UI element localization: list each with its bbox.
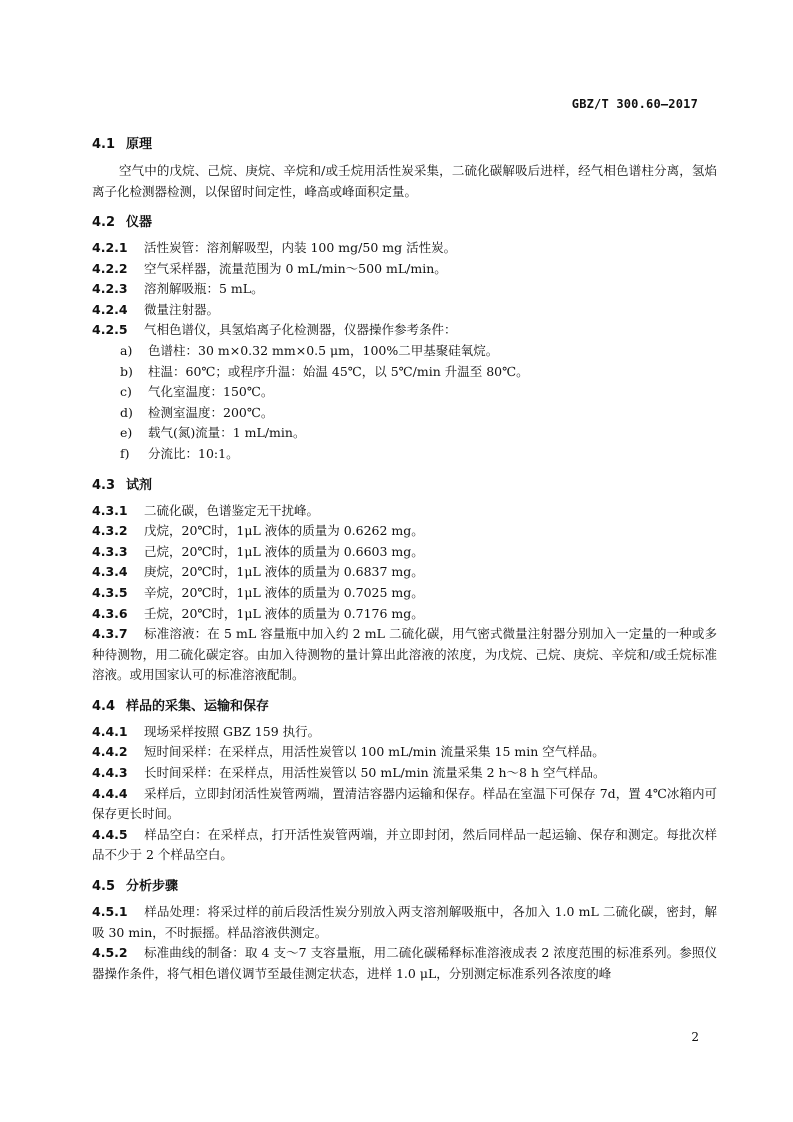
clause-number: 4.3.7 <box>92 626 128 642</box>
clause-item <box>92 300 717 321</box>
clause-item <box>92 902 717 943</box>
clause-text: 二硫化碳，色谱鉴定无干扰峰。 <box>144 502 320 518</box>
clause-item <box>92 583 717 604</box>
subitem-letter: f) <box>120 445 130 461</box>
clause-item <box>92 320 717 341</box>
section-number: 4.5 <box>92 879 116 895</box>
clause-item <box>92 562 717 583</box>
page-number: 2 <box>691 1030 699 1044</box>
clause-item <box>92 279 717 300</box>
list-subitem <box>92 423 717 444</box>
subitem-text: 柱温：60℃；或程序升温：始温 45℃，以 5℃/min 升温至 80℃。 <box>148 363 529 379</box>
clause-text: 采样后，立即封闭活性炭管两端，置清洁容器内运输和保存。样品在室温下可保存 7d，置 4℃冰箱内可保存更长时间。 <box>92 785 717 822</box>
clause-number: 4.2.5 <box>92 322 128 338</box>
section-number: 4.2 <box>92 215 116 230</box>
clause-number: 4.3.1 <box>92 502 128 518</box>
clause-number: 4.3.3 <box>92 543 128 559</box>
clause-number: 4.3.5 <box>92 584 128 600</box>
clause-text: 标准曲线的制备：取 4 支～7 支容量瓶，用二硫化碳稀释标准溶液成表 2 浓度范围的标准系列。参照仪器操作条件，将气相色谱仪调节至最佳测定状态，进样 1.0 μL，分别测定标准系列各浓度的峰 <box>92 945 717 981</box>
section-number: 4.3 <box>92 477 116 493</box>
clause-item <box>92 742 717 763</box>
clause-item <box>92 259 717 280</box>
clause-item <box>92 624 717 686</box>
section-heading <box>92 212 717 234</box>
clause-text: 微量注射器。 <box>144 301 220 317</box>
clause-number: 4.3.4 <box>92 564 128 580</box>
section-number: 4.4 <box>92 698 116 714</box>
clause-item <box>92 825 717 866</box>
section-heading <box>92 696 717 718</box>
clause-text: 辛烷，20℃时，1μL 液体的质量为 0.7025 mg。 <box>144 584 424 600</box>
clause-text: 气相色谱仪，具氢焰离子化检测器，仪器操作参考条件： <box>144 322 457 338</box>
section-title: 分析步骤 <box>126 879 179 895</box>
subitem-text: 气化室温度：150℃。 <box>148 384 274 400</box>
section-heading <box>92 876 717 898</box>
clause-text: 活性炭管：溶剂解吸型，内装 100 mg/50 mg 活性炭。 <box>144 240 457 255</box>
clause-number: 4.4.5 <box>92 826 128 842</box>
clause-text: 己烷，20℃时，1μL 液体的质量为 0.6603 mg。 <box>144 543 424 559</box>
list-subitem <box>92 362 717 383</box>
clause-number: 4.2.1 <box>92 240 128 255</box>
section-title: 仪器 <box>126 215 153 230</box>
subitem-text: 色谱柱：30 m×0.32 mm×0.5 μm，100%二甲基聚硅氧烷。 <box>148 342 499 358</box>
subitem-letter: b) <box>120 363 133 379</box>
clause-text: 样品空白：在采样点，打开活性炭管两端，并立即封闭，然后同样品一起运输、保存和测定。每批次样品不少于 2 个样品空白。 <box>92 826 717 863</box>
section-number: 4.1 <box>92 137 116 152</box>
clause-item <box>92 722 717 743</box>
clause-item <box>92 521 717 542</box>
clause-text: 标准溶液：在 5 mL 容量瓶中加入约 2 mL 二硫化碳，用气密式微量注射器分别加入一定量的一种或多种待测物，用二硫化碳定容。由加入待测物的量计算出此溶液的浓度，为戊烷、己烷、庚烷、辛烷和/或壬烷标准溶液。或用国家认可的标准溶液配制。 <box>92 626 717 683</box>
document-body <box>92 124 717 988</box>
clause-item <box>92 943 717 984</box>
clause-number: 4.4.2 <box>92 744 128 760</box>
clause-text: 样品处理：将采过样的前后段活性炭分别放入两支溶剂解吸瓶中，各加入 1.0 mL 二硫化碳，密封，解吸 30 min，不时振摇。样品溶液供测定。 <box>92 904 717 940</box>
clause-list <box>92 722 717 866</box>
subitem-text: 分流比：10:1。 <box>148 445 239 461</box>
section-heading <box>92 475 717 497</box>
subitem-letter: a) <box>120 342 133 358</box>
section-paragraph: 空气中的戊烷、己烷、庚烷、辛烷和/或壬烷用活性炭采集，二硫化碳解吸后进样，经气相色谱柱分离，氢焰离子化检测器检测，以保留时间定性，峰高或峰面积定量。 <box>92 163 717 199</box>
clause-item <box>92 784 717 825</box>
subitem-letter: c) <box>120 384 132 400</box>
clause-number: 4.4.4 <box>92 785 128 801</box>
section-title: 试剂 <box>126 477 153 493</box>
subitem-text: 载气(氮)流量：1 mL/min。 <box>148 425 306 441</box>
subitem-letter: d) <box>120 404 133 420</box>
clause-number: 4.5.1 <box>92 904 128 920</box>
clause-text: 戊烷，20℃时，1μL 液体的质量为 0.6262 mg。 <box>144 523 424 539</box>
clause-item <box>92 763 717 784</box>
list-subitem <box>92 444 717 465</box>
list-subitem <box>92 403 717 424</box>
clause-text: 短时间采样：在采样点，用活性炭管以 100 mL/min 流量采集 15 min 空气样品。 <box>144 744 605 760</box>
clause-text: 庚烷，20℃时，1μL 液体的质量为 0.6837 mg。 <box>144 564 424 580</box>
clause-item <box>92 501 717 522</box>
clause-text: 溶剂解吸瓶：5 mL。 <box>144 281 264 297</box>
list-subitem <box>92 382 717 403</box>
clause-item <box>92 542 717 563</box>
clause-number: 4.3.6 <box>92 605 128 621</box>
clause-number: 4.4.3 <box>92 765 128 781</box>
clause-list <box>92 902 717 984</box>
clause-item <box>92 238 717 259</box>
clause-item <box>92 604 717 625</box>
clause-text: 长时间采样：在采样点，用活性炭管以 50 mL/min 流量采集 2 h～8 h 空气样品。 <box>144 765 606 781</box>
section-title: 样品的采集、运输和保存 <box>126 698 270 714</box>
section-heading <box>92 134 717 156</box>
clause-number: 4.5.2 <box>92 945 128 961</box>
subitem-text: 检测室温度：200℃。 <box>148 404 274 420</box>
clause-list <box>92 238 717 465</box>
list-subitem <box>92 341 717 362</box>
clause-number: 4.4.1 <box>92 723 128 739</box>
clause-number: 4.2.2 <box>92 260 128 276</box>
clause-text: 壬烷，20℃时，1μL 液体的质量为 0.7176 mg。 <box>144 605 424 621</box>
clause-text: 空气采样器，流量范围为 0 mL/min～500 mL/min。 <box>144 260 447 276</box>
clause-text: 现场采样按照 GBZ 159 执行。 <box>144 723 321 739</box>
section-title: 原理 <box>126 137 153 152</box>
subitem-letter: e) <box>120 425 133 441</box>
clause-number: 4.2.3 <box>92 281 128 297</box>
clause-list <box>92 501 717 686</box>
clause-number: 4.2.4 <box>92 301 128 317</box>
clause-number: 4.3.2 <box>92 523 128 539</box>
document-code: GBZ/T 300.60—2017 <box>571 97 698 111</box>
